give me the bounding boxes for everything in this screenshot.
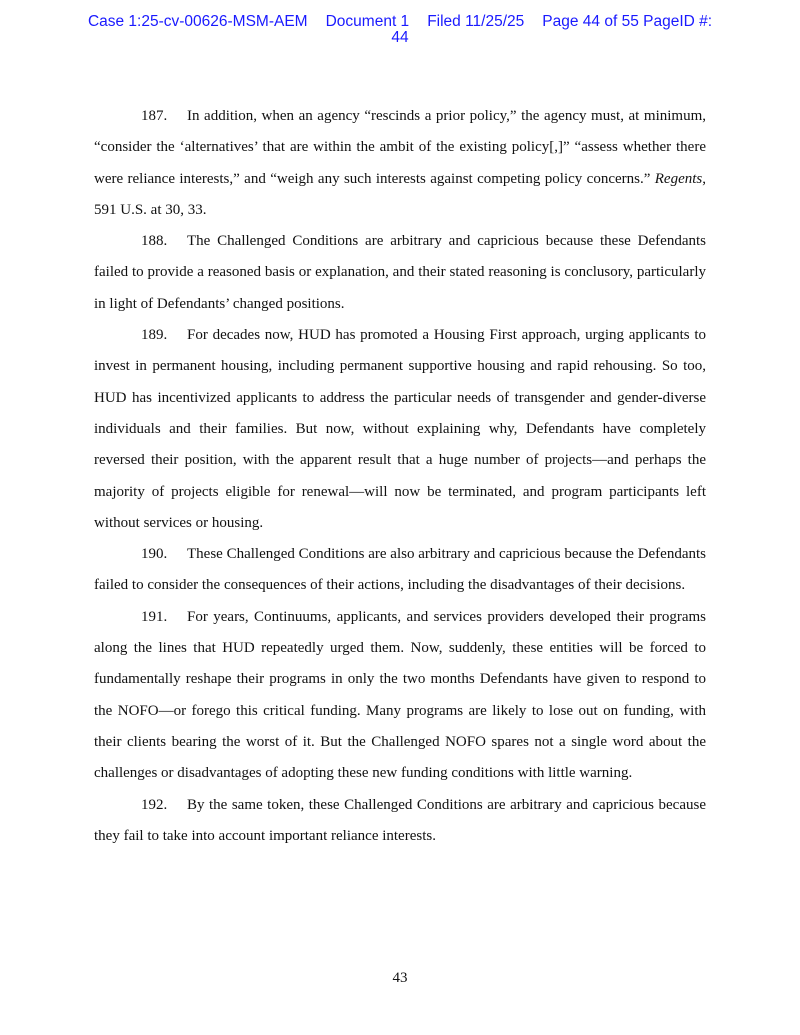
paragraph-189 [94,320,706,539]
paragraph-191 [94,602,706,790]
case-citation-italic: Regents [654,170,703,187]
paragraph-text: The Challenged Conditions are arbitrary and capricious because these Defendants failed to provide a reasoned basis or explanation, and their stated reasoning is conclusory, particularly in light of Defendants’ changed positions. [94,233,706,312]
document-number: Document 1 [325,13,410,30]
paragraph-number: 189. [141,327,168,344]
paragraph-text: In addition, when an agency “rescinds a prior policy,” the agency must, at minimum, “consider the ‘alternatives’ that are within the ambit of the existing policy[,]” “assess whether there were reliance interests,” and “weigh any such interests against competing policy concerns.” [94,108,706,187]
document-body [94,101,706,852]
page-number: 43 [392,970,408,986]
paragraph-192 [94,790,706,853]
paragraph-text-end: , 591 U.S. at 30, 33. [94,170,706,218]
paragraph-text: For years, Continuums, applicants, and services providers developed their programs along the lines that HUD repeatedly urged them. Now, suddenly, these entities will be forced to fundamentally reshape their programs in only the two months Defendants have given to respond to the NOFO—or forego this critical funding. Many programs are likely to lose out on funding, with their clients bearing the worst of it. But the Challenged NOFO spares not a single word about the challenges or disadvantages of adopting these new funding conditions with little warning. [94,608,706,782]
paragraph-text: For decades now, HUD has promoted a Housing First approach, urging applicants to invest in permanent housing, including permanent supportive housing and rapid rehousing. So too, HUD has incentivized applicants to address the particular needs of transgender and gender-diverse individuals and their families. But now, without explaining why, Defendants have completely reversed their position, with the apparent result that a huge number of projects—and perhaps the majority of projects eligible for renewal—will now be terminated, and program participants left without services or housing. [94,327,706,531]
paragraph-number: 190. [141,546,168,563]
paragraph-number: 188. [141,233,168,250]
paragraph-190 [94,539,706,602]
paragraph-187 [94,101,706,226]
case-header-line-1 [0,14,800,30]
case-number: Case 1:25-cv-00626-MSM-AEM [87,13,308,30]
paragraph-number: 187. [141,108,168,124]
paragraph-number: 191. [141,608,168,625]
page-id: 44 [391,29,409,46]
paragraph-text: These Challenged Conditions are also arbitrary and capricious because the Defendants failed to consider the consequences of their actions, including the disadvantages of their decisions. [94,546,706,594]
filed-date: Filed 11/25/25 [427,13,525,30]
paragraph-text: By the same token, these Challenged Conditions are arbitrary and capricious because they fail to take into account important reliance interests. [94,796,706,844]
case-header [0,14,800,46]
paragraph-number: 192. [141,796,168,813]
page-info: Page 44 of 55 PageID #: [542,13,713,30]
paragraph-188 [94,226,706,320]
